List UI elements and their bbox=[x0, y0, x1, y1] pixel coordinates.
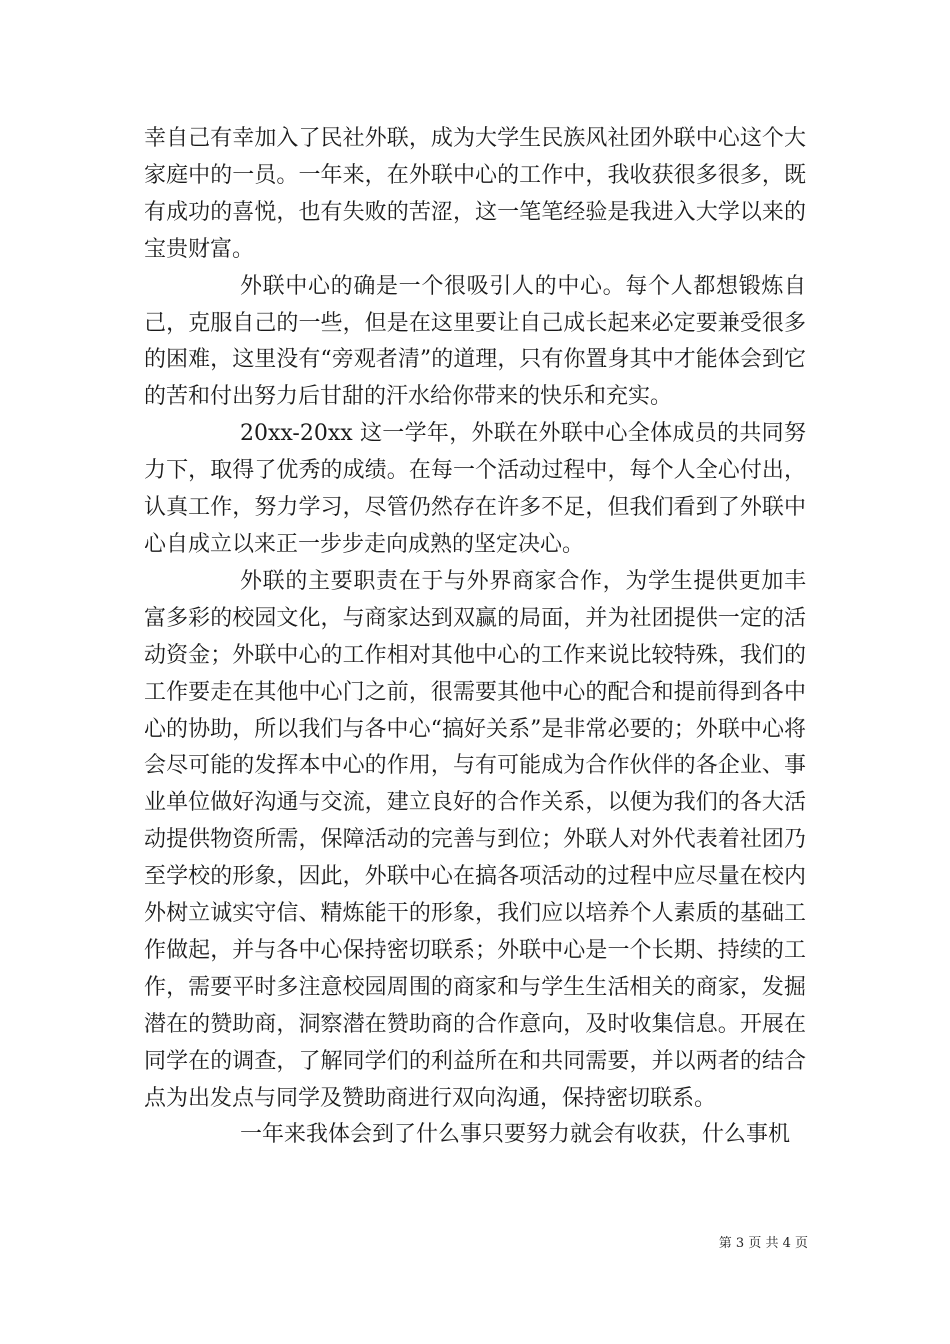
paragraph: 外联中心的确是一个很吸引人的中心。每个人都想锻炼自己，克服自己的一些，但是在这里要让自己成长起来必定要兼受很多的困难，这里没有“旁观者清”的道理，只有你置身其中才能体会到它的苦和付出努力后甘甜的汗水给你带来的快乐和充实。 bbox=[144, 273, 806, 410]
paragraph: 一年来我体会到了什么事只要努力就会有收获，什么事机 bbox=[240, 1122, 791, 1148]
paragraph-continuation: 幸自己有幸加入了民社外联，成为大学生民族风社团外联中心这个大家庭中的一员。一年来，在外联中心的工作中，我收获很多很多，既有成功的喜悦，也有失败的苦涩，这一笔笔经验是我进入大学以来的宝贵财富。 bbox=[144, 126, 806, 262]
paragraph: 20xx-20xx 这一学年，外联在外联中心全体成员的共同努力下，取得了优秀的成绩。在每一个活动过程中，每个人全心付出，认真工作，努力学习，尽管仍然存在许多不足，但我们看到了外联中心自成立以来正一步步走向成熟的坚定决心。 bbox=[144, 421, 806, 557]
body-text bbox=[144, 121, 806, 1154]
paragraph: 外联的主要职责在于与外界商家合作，为学生提供更加丰富多彩的校园文化，与商家达到双赢的局面，并为社团提供一定的活动资金；外联中心的工作相对其他中心的工作来说比较特殊，我们的工作要走在其他中心门之前，很需要其他中心的配合和提前得到各中心的协助，所以我们与各中心“搞好关系”是非常必要的；外联中心将会尽可能的发挥本中心的作用，与有可能成为合作伙伴的各企业、事业单位做好沟通与交流，建立良好的合作关系，以便为我们的各大活动提供物资所需，保障活动的完善与到位；外联人对外代表着社团乃至学校的形象，因此，外联中心在搞各项活动的过程中应尽量在校内外树立诚实守信、精炼能干的形象，我们应以培养个人素质的基础工作做起，并与各中心保持密切联系；外联中心是一个长期、持续的工作，需要平时多注意校园周围的商家和与学生生活相关的商家，发掘潜在的赞助商，洞察潜在赞助商的合作意向，及时收集信息。开展在同学在的调查，了解同学们的利益所在和共同需要，并以两者的结合点为出发点与同学及赞助商进行双向沟通，保持密切联系。 bbox=[144, 568, 806, 1111]
page-number: 第 3 页 共 4 页 bbox=[718, 1236, 808, 1251]
